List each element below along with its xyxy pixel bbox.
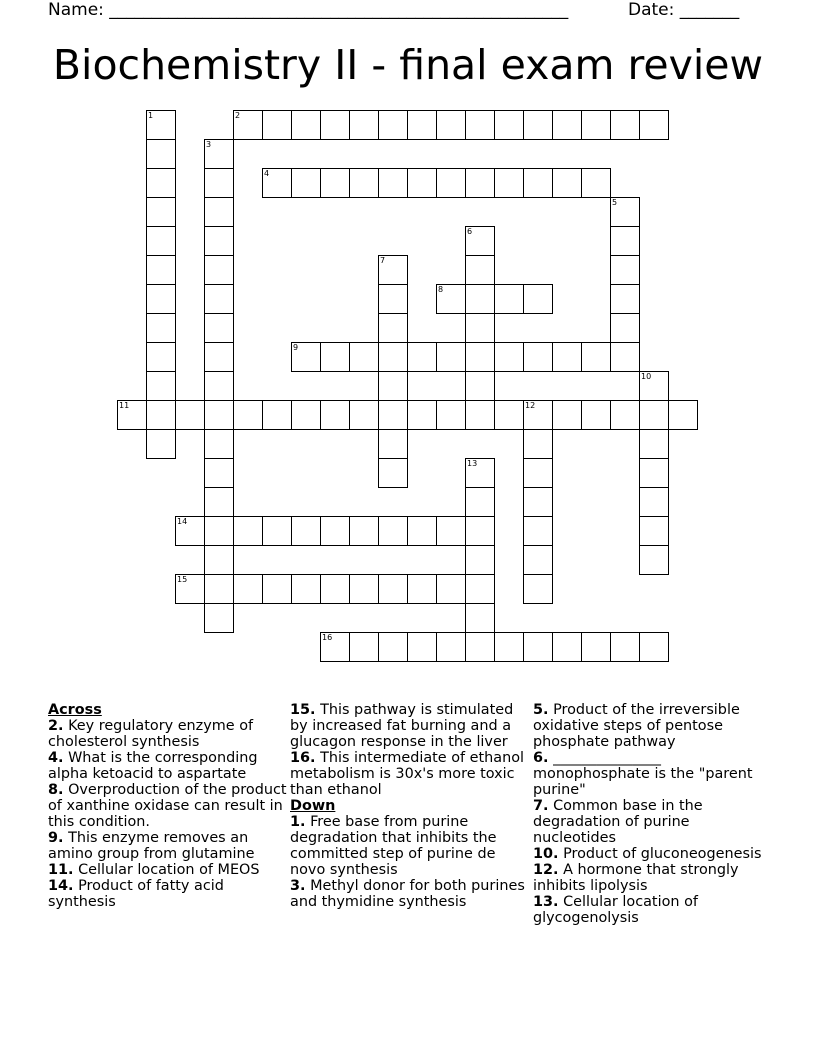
grid-cell[interactable]: [523, 110, 553, 140]
grid-cell[interactable]: [523, 632, 553, 662]
grid-cell[interactable]: [320, 574, 350, 604]
grid-cell[interactable]: [378, 632, 408, 662]
grid-cell[interactable]: [204, 342, 234, 372]
grid-cell[interactable]: [523, 574, 553, 604]
cell-number: 10: [641, 372, 652, 381]
clue-across-15: [290, 702, 530, 750]
cell-number: 9: [293, 343, 299, 352]
grid-cell[interactable]: [407, 574, 437, 604]
grid-cell[interactable]: [204, 603, 234, 633]
grid-cell[interactable]: [146, 284, 176, 314]
cell-number: 16: [322, 633, 333, 642]
clue-across-11: [48, 862, 288, 878]
clue-down-5: [533, 702, 773, 750]
grid-cell[interactable]: [204, 371, 234, 401]
grid-cell[interactable]: [204, 429, 234, 459]
clue-number: 5.: [533, 702, 549, 718]
clue-number: 15.: [290, 702, 316, 718]
grid-cell[interactable]: [639, 458, 669, 488]
clues-column-3: [533, 702, 773, 926]
grid-cell[interactable]: [610, 197, 640, 227]
grid-cell[interactable]: [465, 603, 495, 633]
grid-cell[interactable]: [639, 371, 669, 401]
clue-number: 8.: [48, 782, 64, 798]
clue-text: This pathway is stimulated by increased fat burning and a glucagon response in the liver: [290, 702, 514, 750]
grid-cell[interactable]: [610, 226, 640, 256]
grid-cell[interactable]: [291, 342, 321, 372]
clue-number: 2.: [48, 718, 64, 734]
grid-cell[interactable]: [320, 632, 350, 662]
clue-across-14: [48, 878, 288, 910]
grid-cell[interactable]: [320, 168, 350, 198]
grid-cell[interactable]: [465, 226, 495, 256]
clue-number: 10.: [533, 846, 559, 862]
grid-cell[interactable]: [465, 400, 495, 430]
grid-cell[interactable]: [407, 168, 437, 198]
clue-text: Cellular location of glycogenolysis: [533, 894, 698, 926]
clue-text: Product of gluconeogenesis: [563, 846, 762, 862]
grid-cell[interactable]: [610, 632, 640, 662]
clue-text: A hormone that strongly inhibits lipolysis: [533, 862, 739, 894]
clue-text: _______________ monophosphate is the "parent purine": [533, 750, 753, 798]
grid-cell[interactable]: [494, 168, 524, 198]
name-field[interactable]: Name: ______________________________________________________: [48, 0, 569, 20]
grid-cell[interactable]: [552, 632, 582, 662]
grid-cell[interactable]: [378, 110, 408, 140]
clue-number: 14.: [48, 878, 74, 894]
grid-cell[interactable]: [639, 487, 669, 517]
grid-cell[interactable]: [204, 139, 234, 169]
grid-cell[interactable]: [407, 400, 437, 430]
clue-down-13: [533, 894, 773, 926]
grid-cell[interactable]: [320, 342, 350, 372]
grid-cell[interactable]: [465, 458, 495, 488]
grid-cell[interactable]: [146, 168, 176, 198]
grid-cell[interactable]: [465, 516, 495, 546]
cell-number: 8: [438, 285, 444, 294]
grid-cell[interactable]: [378, 458, 408, 488]
clue-text: This intermediate of ethanol metabolism is 30x's more toxic than ethanol: [290, 750, 525, 798]
grid-cell[interactable]: [610, 342, 640, 372]
grid-cell[interactable]: [436, 284, 466, 314]
clue-number: 4.: [48, 750, 64, 766]
grid-cell[interactable]: [349, 400, 379, 430]
cell-number: 6: [467, 227, 473, 236]
grid-cell[interactable]: [146, 226, 176, 256]
grid-cell[interactable]: [146, 429, 176, 459]
grid-cell[interactable]: [581, 632, 611, 662]
grid-cell[interactable]: [146, 110, 176, 140]
grid-cell[interactable]: [465, 371, 495, 401]
grid-cell[interactable]: [465, 168, 495, 198]
grid-cell[interactable]: [291, 168, 321, 198]
grid-cell[interactable]: [349, 110, 379, 140]
cell-number: 15: [177, 575, 188, 584]
grid-cell[interactable]: [204, 487, 234, 517]
grid-cell[interactable]: [581, 110, 611, 140]
grid-cell[interactable]: [465, 342, 495, 372]
clue-number: 12.: [533, 862, 559, 878]
clue-text: Common base in the degradation of purine nucleotides: [533, 798, 703, 846]
clue-down-3: [290, 878, 530, 910]
grid-cell[interactable]: [320, 110, 350, 140]
grid-cell[interactable]: [378, 429, 408, 459]
clue-across-9: [48, 830, 288, 862]
grid-cell[interactable]: [262, 516, 292, 546]
grid-cell[interactable]: [378, 342, 408, 372]
grid-cell[interactable]: [581, 168, 611, 198]
grid-cell[interactable]: [204, 545, 234, 575]
cell-number: 12: [525, 401, 536, 410]
clue-number: 13.: [533, 894, 559, 910]
clue-number: 3.: [290, 878, 306, 894]
clues-column-1: [48, 702, 288, 910]
clue-across-4: [48, 750, 288, 782]
grid-cell[interactable]: [407, 110, 437, 140]
grid-cell[interactable]: [378, 574, 408, 604]
cell-number: 4: [264, 169, 270, 178]
grid-cell[interactable]: [175, 516, 205, 546]
grid-cell[interactable]: [378, 371, 408, 401]
grid-cell[interactable]: [552, 168, 582, 198]
grid-cell[interactable]: [465, 545, 495, 575]
grid-cell[interactable]: [320, 516, 350, 546]
grid-cell[interactable]: [668, 400, 698, 430]
grid-cell[interactable]: [523, 487, 553, 517]
grid-cell[interactable]: [349, 342, 379, 372]
grid-cell[interactable]: [494, 342, 524, 372]
grid-cell[interactable]: [233, 400, 263, 430]
grid-cell[interactable]: [291, 516, 321, 546]
clue-text: Key regulatory enzyme of cholesterol synthesis: [48, 718, 254, 750]
clue-across-2: [48, 718, 288, 750]
grid-cell[interactable]: [204, 516, 234, 546]
grid-cell[interactable]: [465, 110, 495, 140]
grid-cell[interactable]: [146, 342, 176, 372]
cell-number: 2: [235, 111, 241, 120]
grid-cell[interactable]: [291, 110, 321, 140]
cell-number: 5: [612, 198, 618, 207]
grid-cell[interactable]: [262, 168, 292, 198]
grid-cell[interactable]: [639, 545, 669, 575]
grid-cell[interactable]: [233, 516, 263, 546]
grid-cell[interactable]: [349, 168, 379, 198]
grid-cell[interactable]: [523, 342, 553, 372]
grid-cell[interactable]: [610, 255, 640, 285]
grid-cell[interactable]: [465, 284, 495, 314]
grid-cell[interactable]: [204, 284, 234, 314]
clue-text: Cellular location of MEOS: [78, 862, 260, 878]
grid-cell[interactable]: [639, 400, 669, 430]
grid-cell[interactable]: [465, 574, 495, 604]
grid-cell[interactable]: [494, 400, 524, 430]
grid-cell[interactable]: [204, 168, 234, 198]
grid-cell[interactable]: [610, 110, 640, 140]
grid-cell[interactable]: [523, 429, 553, 459]
grid-cell[interactable]: [436, 168, 466, 198]
grid-cell[interactable]: [523, 458, 553, 488]
grid-cell[interactable]: [146, 197, 176, 227]
grid-cell[interactable]: [233, 110, 263, 140]
grid-cell[interactable]: [552, 110, 582, 140]
grid-cell[interactable]: [378, 168, 408, 198]
grid-cell[interactable]: [262, 400, 292, 430]
grid-cell[interactable]: [349, 516, 379, 546]
grid-cell[interactable]: [465, 632, 495, 662]
clue-number: 1.: [290, 814, 306, 830]
grid-cell[interactable]: [465, 487, 495, 517]
grid-cell[interactable]: [465, 313, 495, 343]
clue-text: Product of fatty acid synthesis: [48, 878, 224, 910]
clue-text: What is the corresponding alpha ketoacid to aspartate: [48, 750, 258, 782]
clue-down-7: [533, 798, 773, 846]
grid-cell[interactable]: [378, 400, 408, 430]
grid-cell[interactable]: [204, 313, 234, 343]
grid-cell[interactable]: [204, 574, 234, 604]
grid-cell[interactable]: [610, 313, 640, 343]
grid-cell[interactable]: [436, 632, 466, 662]
clue-number: 16.: [290, 750, 316, 766]
grid-cell[interactable]: [639, 516, 669, 546]
date-field[interactable]: Date: _______: [628, 0, 740, 20]
grid-cell[interactable]: [146, 139, 176, 169]
clues-column-2: [290, 702, 530, 910]
grid-cell[interactable]: [581, 400, 611, 430]
grid-cell[interactable]: [552, 400, 582, 430]
grid-cell[interactable]: [610, 284, 640, 314]
clue-text: Product of the irreversible oxidative steps of pentose phosphate pathway: [533, 702, 740, 750]
grid-cell[interactable]: [639, 429, 669, 459]
grid-cell[interactable]: [523, 284, 553, 314]
grid-cell[interactable]: [204, 400, 234, 430]
grid-cell[interactable]: [523, 400, 553, 430]
grid-cell[interactable]: [378, 255, 408, 285]
grid-cell[interactable]: [436, 110, 466, 140]
cell-number: 11: [119, 401, 130, 410]
clue-text: Methyl donor for both purines and thymidine synthesis: [290, 878, 525, 910]
grid-cell[interactable]: [523, 168, 553, 198]
grid-cell[interactable]: [639, 632, 669, 662]
grid-cell[interactable]: [378, 284, 408, 314]
cell-number: 14: [177, 517, 188, 526]
across-heading: Across: [48, 702, 102, 718]
cell-number: 7: [380, 256, 386, 265]
grid-cell[interactable]: [639, 110, 669, 140]
cell-number: 13: [467, 459, 478, 468]
grid-cell[interactable]: [146, 400, 176, 430]
grid-cell[interactable]: [610, 400, 640, 430]
clue-text: This enzyme removes an amino group from glutamine: [48, 830, 255, 862]
grid-cell[interactable]: [320, 400, 350, 430]
grid-cell[interactable]: [407, 516, 437, 546]
grid-cell[interactable]: [407, 632, 437, 662]
clue-number: 9.: [48, 830, 64, 846]
grid-cell[interactable]: [146, 371, 176, 401]
clue-text: Overproduction of the product of xanthine oxidase can result in this condition.: [48, 782, 287, 830]
clue-number: 6.: [533, 750, 549, 766]
grid-cell[interactable]: [117, 400, 147, 430]
grid-cell[interactable]: [407, 342, 437, 372]
grid-cell[interactable]: [204, 255, 234, 285]
clue-number: 11.: [48, 862, 74, 878]
grid-cell[interactable]: [523, 545, 553, 575]
grid-cell[interactable]: [581, 342, 611, 372]
grid-cell[interactable]: [204, 197, 234, 227]
grid-cell[interactable]: [146, 313, 176, 343]
grid-cell[interactable]: [436, 516, 466, 546]
clue-across-16: [290, 750, 530, 798]
clue-down-10: [533, 846, 773, 862]
grid-cell[interactable]: [349, 574, 379, 604]
grid-cell[interactable]: [146, 255, 176, 285]
grid-cell[interactable]: [378, 313, 408, 343]
clue-down-6: [533, 750, 773, 798]
grid-cell[interactable]: [436, 574, 466, 604]
clue-number: 7.: [533, 798, 549, 814]
cell-number: 3: [206, 140, 212, 149]
grid-cell[interactable]: [494, 284, 524, 314]
clue-down-1: [290, 814, 530, 878]
cell-number: 1: [148, 111, 154, 120]
clue-across-8: [48, 782, 288, 830]
grid-cell[interactable]: [349, 632, 379, 662]
down-heading: Down: [290, 798, 336, 814]
clue-text: Free base from purine degradation that inhibits the committed step of purine de novo synthesis: [290, 814, 497, 878]
grid-cell[interactable]: [233, 574, 263, 604]
grid-cell[interactable]: [523, 516, 553, 546]
grid-cell[interactable]: [262, 110, 292, 140]
grid-cell[interactable]: [494, 110, 524, 140]
grid-cell[interactable]: [204, 458, 234, 488]
grid-cell[interactable]: [552, 342, 582, 372]
page-title: Biochemistry II - final exam review: [52, 41, 764, 89]
grid-cell[interactable]: [436, 400, 466, 430]
grid-cell[interactable]: [494, 632, 524, 662]
grid-cell[interactable]: [291, 400, 321, 430]
grid-cell[interactable]: [175, 400, 205, 430]
clue-down-12: [533, 862, 773, 894]
grid-cell[interactable]: [175, 574, 205, 604]
grid-cell[interactable]: [291, 574, 321, 604]
grid-cell[interactable]: [262, 574, 292, 604]
grid-cell[interactable]: [378, 516, 408, 546]
grid-cell[interactable]: [204, 226, 234, 256]
grid-cell[interactable]: [465, 255, 495, 285]
grid-cell[interactable]: [436, 342, 466, 372]
